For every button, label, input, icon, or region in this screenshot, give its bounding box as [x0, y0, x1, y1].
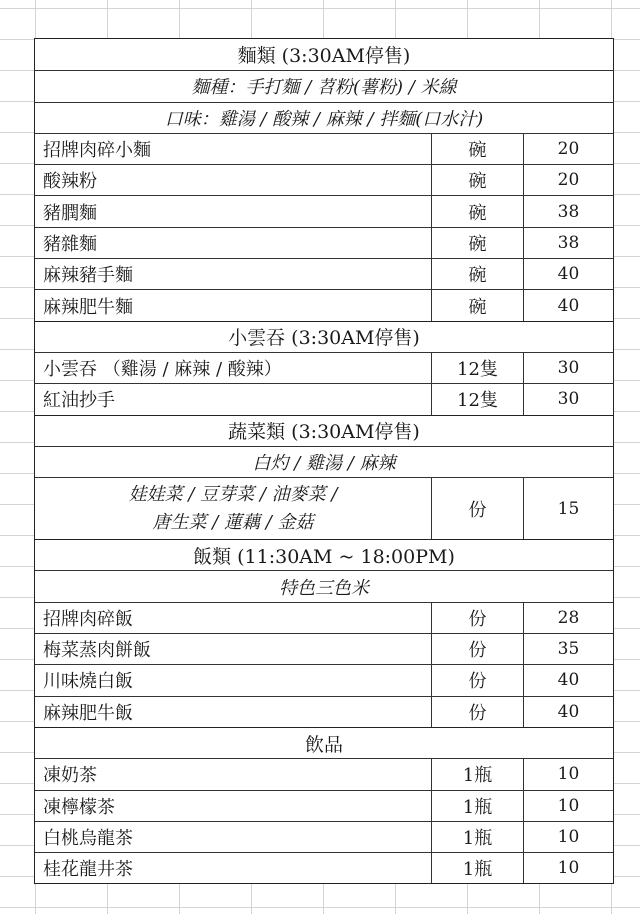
item-name: 招牌肉碎飯	[35, 603, 432, 633]
item-unit: 份	[432, 697, 524, 727]
menu-item-row	[35, 258, 613, 289]
item-price: 30	[557, 389, 580, 410]
menu-item-row	[35, 289, 613, 320]
item-unit: 1瓶	[432, 822, 524, 852]
section-note-row	[35, 570, 613, 601]
item-unit: 12隻	[432, 353, 524, 383]
item-name: 酸辣粉	[35, 165, 432, 195]
item-price: 30	[557, 358, 580, 379]
section-title: 小雲吞 (3:30AM停售)	[228, 327, 420, 350]
item-unit: 份	[432, 603, 524, 633]
menu-item-row	[35, 821, 613, 852]
item-name: 白桃烏龍茶	[35, 822, 432, 852]
section-note: 白灼 / 雞湯 / 麻辣	[252, 453, 396, 474]
menu-item-row	[35, 133, 613, 164]
menu-item-row	[35, 477, 613, 539]
menu-item-row	[35, 352, 613, 383]
menu-table	[34, 38, 614, 884]
item-name: 豬雜麵	[35, 228, 432, 258]
menu-item-row	[35, 602, 613, 633]
item-name: 紅油抄手	[35, 384, 432, 414]
menu-item-row	[35, 227, 613, 258]
item-unit: 碗	[432, 228, 524, 258]
item-price: 40	[557, 295, 580, 316]
item-name-line: 娃娃菜 / 豆芽菜 / 油麥菜 /	[128, 483, 338, 505]
item-price: 40	[557, 701, 580, 722]
section-note: 麵種：手打麵 / 苕粉(薯粉) / 米線	[191, 77, 457, 99]
item-unit: 1瓶	[432, 791, 524, 821]
item-unit: 碗	[432, 134, 524, 164]
section-header-noodles	[35, 39, 613, 70]
item-price: 10	[557, 858, 580, 879]
item-unit: 份	[432, 478, 524, 539]
item-name	[35, 478, 432, 539]
menu-item-row	[35, 790, 613, 821]
item-name: 麻辣肥牛麵	[35, 290, 432, 320]
item-price: 10	[557, 826, 580, 847]
item-price: 15	[557, 498, 580, 519]
section-note: 口味：雞湯 / 酸辣 / 麻辣 / 拌麵(口水汁)	[164, 108, 484, 130]
item-price: 35	[557, 639, 580, 660]
item-name: 豬膶麵	[35, 196, 432, 226]
item-price: 40	[557, 264, 580, 285]
item-unit: 碗	[432, 259, 524, 289]
item-name: 麻辣豬手麵	[35, 259, 432, 289]
section-title: 飲品	[304, 733, 343, 756]
item-name: 麻辣肥牛飯	[35, 697, 432, 727]
item-name: 凍檸檬茶	[35, 791, 432, 821]
section-note: 特色三色米	[279, 577, 369, 599]
item-unit: 份	[432, 665, 524, 695]
section-header-vegetables	[35, 415, 613, 446]
section-header-rice	[35, 539, 613, 570]
section-header-drinks	[35, 727, 613, 758]
item-name: 梅菜蒸肉餅飯	[35, 634, 432, 664]
menu-item-row	[35, 758, 613, 789]
item-name-line: 唐生菜 / 蓮藕 / 金菇	[152, 511, 314, 533]
item-unit: 12隻	[432, 384, 524, 414]
item-price: 40	[557, 670, 580, 691]
item-price: 28	[557, 607, 580, 628]
item-name: 小雲吞 （雞湯 / 麻辣 / 酸辣）	[35, 353, 432, 383]
section-title: 飯類 (11:30AM ~ 18:00PM)	[193, 545, 455, 568]
item-name: 凍奶茶	[35, 759, 432, 789]
item-unit: 碗	[432, 165, 524, 195]
item-price: 10	[557, 764, 580, 785]
item-unit: 碗	[432, 196, 524, 226]
section-note-row	[35, 446, 613, 477]
menu-item-row	[35, 696, 613, 727]
section-note-row	[35, 70, 613, 101]
item-price: 10	[557, 795, 580, 816]
menu-item-row	[35, 633, 613, 664]
item-price: 20	[557, 139, 580, 160]
section-title: 麵類 (3:30AM停售)	[237, 45, 411, 68]
menu-item-row	[35, 852, 613, 883]
section-title: 蔬菜類 (3:30AM停售)	[228, 421, 420, 444]
menu-item-row	[35, 383, 613, 414]
item-unit: 1瓶	[432, 759, 524, 789]
item-price: 38	[557, 232, 580, 253]
item-unit: 1瓶	[432, 853, 524, 883]
menu-item-row	[35, 164, 613, 195]
menu-item-row	[35, 664, 613, 695]
item-name: 川味燒白飯	[35, 665, 432, 695]
section-note-row	[35, 102, 613, 133]
item-price: 38	[557, 201, 580, 222]
section-header-wontons	[35, 321, 613, 352]
item-name: 桂花龍井茶	[35, 853, 432, 883]
item-price: 20	[557, 170, 580, 191]
item-name: 招牌肉碎小麵	[35, 134, 432, 164]
menu-item-row	[35, 195, 613, 226]
item-unit: 碗	[432, 290, 524, 320]
item-unit: 份	[432, 634, 524, 664]
